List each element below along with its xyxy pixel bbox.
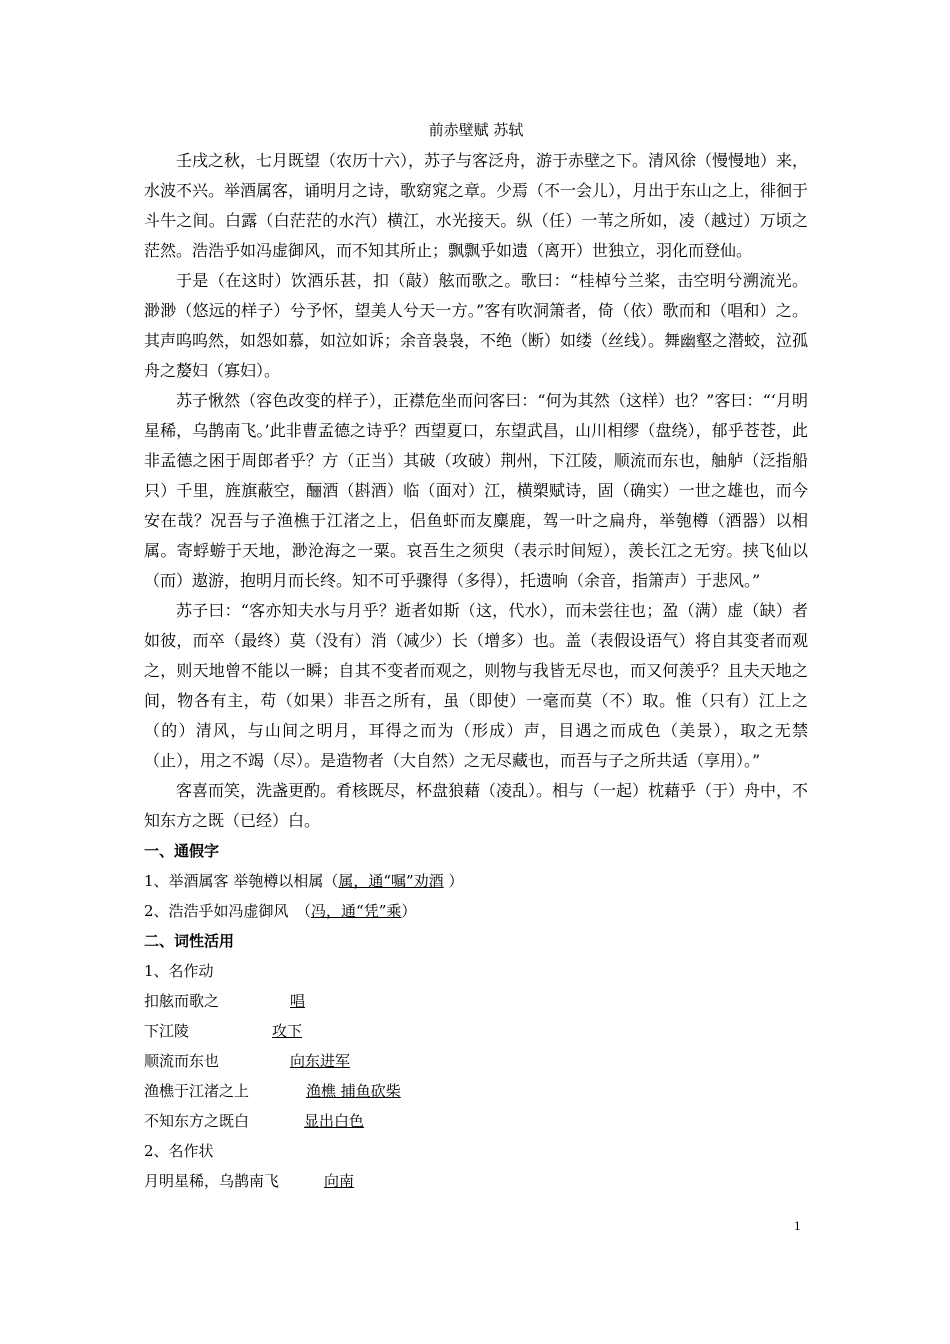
row-meaning: 渔樵 捕鱼砍柴	[306, 1082, 401, 1100]
huoyong-row	[144, 1076, 808, 1106]
item-close: ）	[401, 902, 417, 920]
huoyong-row	[144, 986, 808, 1016]
row-meaning: 显出白色	[304, 1112, 365, 1130]
document-title: 前赤壁赋 苏轼	[428, 121, 524, 139]
row-phrase: 下江陵	[144, 1022, 190, 1040]
huoyong-row	[144, 1046, 808, 1076]
huoyong-row	[144, 1016, 808, 1046]
document-content	[144, 120, 808, 1196]
row-phrase: 顺流而东也	[144, 1052, 220, 1070]
huoyong-row	[144, 1106, 808, 1136]
subheading-mingzuodong: 1、名作动	[144, 962, 214, 980]
row-meaning: 向东进军	[290, 1052, 351, 1070]
section-heading-cixinghuoyong: 二、词性活用	[144, 932, 235, 950]
row-phrase: 渔樵于江渚之上	[144, 1082, 250, 1100]
item-close: ）	[443, 872, 464, 890]
subheading-mingzuozhuang: 2、名作状	[144, 1142, 214, 1160]
row-meaning: 唱	[290, 992, 306, 1010]
paragraph-2: 于是（在这时）饮酒乐甚，扣（敲）舷而歌之。歌曰：“桂棹兮兰桨，击空明兮溯流光。渺渺（悠远的样子）兮予怀，望美人兮天一方。”客有吹洞箫者，倚（依）歌而和（唱和）之。其声呜呜然，如怨如慕，如泣如诉；余音袅袅，不绝（断）如缕（丝线）。舞幽壑之潜蛟，泣孤舟之嫠妇（寡妇）。	[144, 271, 809, 380]
item-note: 属，通“嘱”劝酒	[338, 872, 444, 890]
page-number: 1	[794, 1218, 801, 1233]
tongjiazi-item-2	[144, 896, 808, 926]
tongjiazi-item-1	[144, 866, 808, 896]
item-note: 冯，通“凭”乘	[311, 902, 402, 920]
row-phrase: 月明星稀，乌鹊南飞	[144, 1172, 280, 1190]
paragraph-5: 客喜而笑，洗盏更酌。肴核既尽，杯盘狼藉（凌乱）。相与（一起）枕藉乎（于）舟中，不知东方之既（已经）白。	[144, 781, 809, 830]
row-phrase: 不知东方之既白	[144, 1112, 250, 1130]
row-meaning: 向南	[324, 1172, 355, 1190]
paragraph-3: 苏子愀然（容色改变的样子），正襟危坐而问客曰：“何为其然（这样）也？”客曰：“‘月明星稀，乌鹊南飞。’此非曹孟德之诗乎？西望夏口，东望武昌，山川相缪（盘绕），郁乎苍苍，此非孟德之困于周郎者乎？方（正当）其破（攻破）荆州，下江陵，顺流而东也，舳舻（泛指船只）千里，旌旗蔽空，酾酒（斟酒）临（面对）江，横槊赋诗，固（确实）一世之雄也，而今安在哉？况吾与子渔樵于江渚之上，侣鱼虾而友麋鹿，驾一叶之扁舟，举匏樽（酒器）以相属。寄蜉蝣于天地，渺沧海之一粟。哀吾生之须臾（表示时间短），羡长江之无穷。挟飞仙以（而）遨游，抱明月而长终。知不可乎骤得（多得），托遗响（余音，指箫声）于悲风。”	[144, 391, 808, 590]
huoyong-row	[144, 1166, 808, 1196]
item-text: 2、浩浩乎如冯虚御风 （	[144, 902, 312, 920]
item-text: 1、举酒属客 举匏樽以相属（	[144, 872, 339, 890]
section-heading-tongjiazi: 一、通假字	[144, 842, 220, 860]
row-phrase: 扣舷而歌之	[144, 992, 220, 1010]
row-meaning: 攻下	[272, 1022, 303, 1040]
paragraph-1: 壬戌之秋，七月既望（农历十六），苏子与客泛舟，游于赤壁之下。清风徐（慢慢地）来，水波不兴。举酒属客，诵明月之诗，歌窈窕之章。少焉（不一会儿），月出于东山之上，徘徊于斗牛之间。白露（白茫茫的水汽）横江，水光接天。纵（任）一苇之所如，凌（越过）万顷之茫然。浩浩乎如冯虚御风，而不知其所止；飘飘乎如遗（离开）世独立，羽化而登仙。	[144, 151, 809, 260]
paragraph-4: 苏子曰：“客亦知夫水与月乎？逝者如斯（这，代水），而未尝往也；盈（满）虚（缺）者如彼，而卒（最终）莫（没有）消（减少）长（增多）也。盖（表假设语气）将自其变者而观之，则天地曾不能以一瞬；自其不变者而观之，则物与我皆无尽也，而又何羡乎？且夫天地之间，物各有主，苟（如果）非吾之所有，虽（即使）一毫而莫（不）取。惟（只有）江上之（的）清风，与山间之明月，耳得之而为（形成）声，目遇之而成色（美景），取之无禁（止），用之不竭（尽）。是造物者（大自然）之无尽藏也，而吾与子之所共适（享用）。”	[144, 601, 808, 770]
